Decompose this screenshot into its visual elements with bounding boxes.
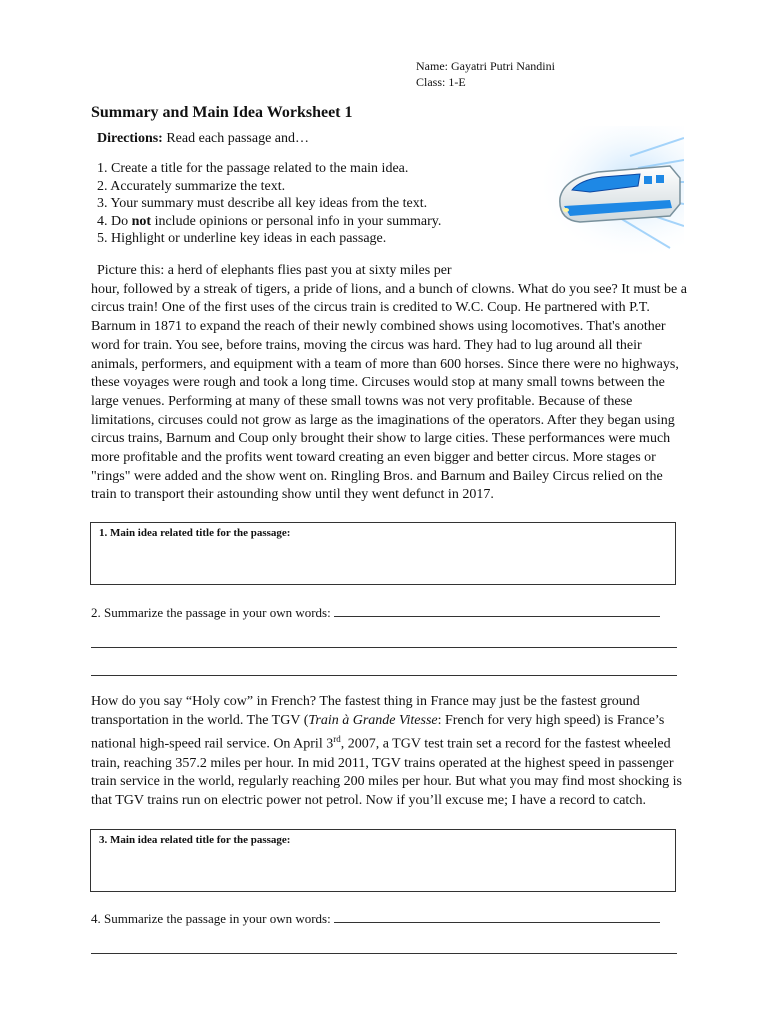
passage-first-line: Picture this: a herd of elephants flies past you at sixty miles per bbox=[97, 263, 452, 278]
passage-tgv: How do you say “Holy cow” in French? The fastest thing in France may just be the fastest ground transportation in the world. The TGV (Train à Grande Vitesse: French for very high speed) is France’s national high-speed rail service. On April 3rd, 2007, a TGV test train set a record for the fastest wheeled train, reaching 357.2 miles per hour. In mid 2011, TGV trains operated at the highest speed in passenger train service in the world, regularly reaching 200 miles per hour. But what you may find most shocking is that TGV trains run on electric power not petrol. Now if you’ll excuse me; I have a record to catch. bbox=[91, 694, 682, 809]
summary-label: 2. Summarize the passage in your own words: bbox=[91, 605, 331, 620]
italic-term: Train à Grande Vitesse bbox=[308, 712, 438, 728]
instruction-item: 4. Do not include opinions or personal info in your summary. bbox=[97, 213, 442, 229]
summary-label: 4. Summarize the passage in your own words: bbox=[91, 911, 331, 926]
student-name: Name: Gayatri Putri Nandini bbox=[416, 59, 555, 73]
answer-line[interactable] bbox=[91, 953, 677, 954]
student-info bbox=[416, 58, 555, 90]
title-answer-box-3[interactable] bbox=[90, 829, 676, 892]
answer-box-label: 1. Main idea related title for the passage: bbox=[99, 527, 291, 539]
passage-circus-train bbox=[91, 262, 691, 505]
directions-label: Directions: bbox=[97, 131, 163, 146]
worksheet-title: Summary and Main Idea Worksheet 1 bbox=[91, 104, 353, 121]
directions-text: Read each passage and… bbox=[162, 131, 310, 146]
instruction-item: 2. Accurately summarize the text. bbox=[97, 178, 286, 194]
answer-line[interactable] bbox=[91, 647, 677, 648]
summary-blank[interactable] bbox=[334, 909, 660, 923]
summary-prompt-2 bbox=[91, 603, 660, 621]
instruction-item: 5. Highlight or underline key ideas in each passage. bbox=[97, 231, 387, 246]
summary-blank[interactable] bbox=[334, 603, 660, 617]
answer-line[interactable] bbox=[91, 675, 677, 676]
instruction-item: 1. Create a title for the passage related to the main idea. bbox=[97, 161, 409, 176]
high-speed-train-icon bbox=[520, 126, 684, 254]
summary-prompt-4 bbox=[91, 909, 660, 927]
directions bbox=[97, 130, 309, 148]
answer-box-label: 3. Main idea related title for the passage: bbox=[99, 834, 291, 846]
student-class: Class: 1-E bbox=[416, 75, 466, 89]
instruction-item: 3. Your summary must describe all key ideas from the text. bbox=[97, 196, 428, 211]
instruction-list bbox=[97, 160, 517, 248]
title-answer-box-1[interactable] bbox=[90, 522, 676, 585]
passage-body: hour, followed by a streak of tigers, a pride of lions, and a bunch of clowns. What do you see? It must be a circus train! One of the first uses of the circus train is credited to W.C. Coup. He partnered with P.T. Barnum in 1871 to expand the reach of their newly combined shows using locomotives. That's another word for train. You see, before trains, moving the circus was hard. They had to lug around all their animals, performers, and equipment with a team of more than 600 horses. Since there were no highways, these voyages were rough and took a long time. Circuses would stop at many small towns between the large venues. Performing at many of these small towns was not very profitable. Because of these limitations, circuses could not grow as large as the imaginations of the operators. After they began using circus trains, Barnum and Coup only brought their show to large cities. These performances were much more profitable and the profits went toward creating an even bigger and better circus. More stages or "rings" were added and the show went on. Ringling Bros. and Barnum and Bailey Circus relied on the train to transport their astounding show until they went defunct in 2017. bbox=[91, 281, 687, 503]
